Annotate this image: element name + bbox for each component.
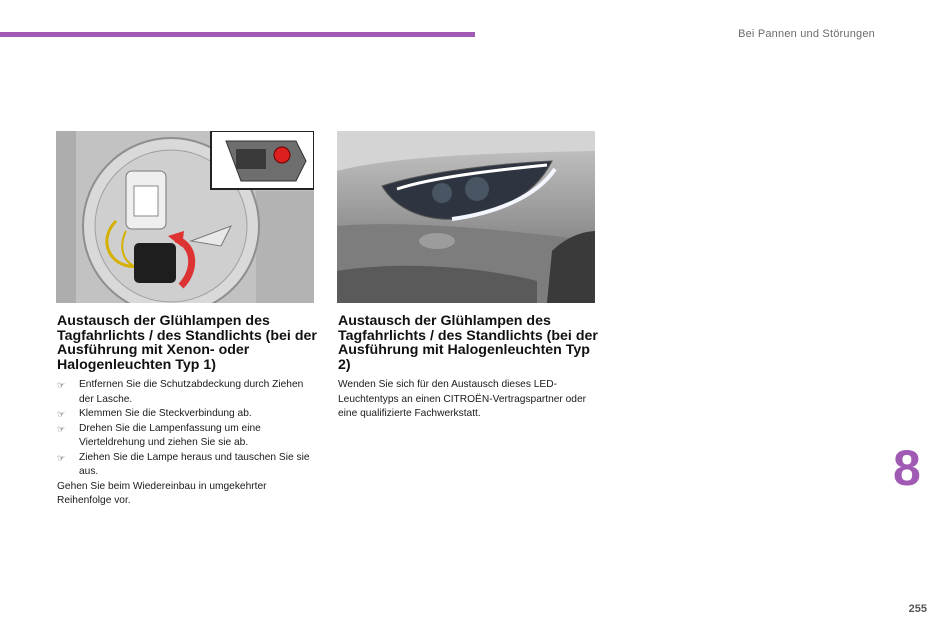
list-item: ☞ Drehen Sie die Lampenfassung um eine Vierteldrehung und ziehen Sie sie ab.: [57, 422, 261, 449]
pointing-hand-icon: ☞: [57, 452, 66, 463]
led-daytime-light-photo: [337, 131, 595, 303]
pointing-hand-icon: ☞: [57, 423, 66, 434]
page-number: 255: [908, 603, 927, 615]
section-title: Bei Pannen und Störungen: [738, 28, 875, 40]
list-item: ☞ Ziehen Sie die Lampe heraus und tauschen Sie sie aus.: [57, 451, 310, 478]
list-item: ☞ Entfernen Sie die Schutzabdeckung durch Ziehen der Lasche.: [57, 379, 304, 405]
step-list: [57, 378, 317, 480]
list-item: ☞ Klemmen Sie die Steckverbindung ab.: [57, 407, 317, 422]
body-text: Wenden Sie sich für den Austausch dieses LED-Leuchtentyps an einen CITROËN-Vertragspartner oder eine qualifizierte Fachwerkstatt.: [338, 379, 587, 420]
section-heading: Austausch der Glühlampen des Tagfahrlichts / des Standlichts (bei der Ausführung mit Halogenleuchten Typ 2): [338, 313, 598, 373]
accent-bar: [0, 32, 475, 37]
column-type1: [57, 314, 317, 509]
pointing-hand-icon: ☞: [57, 409, 66, 420]
headlamp-bulb-holder-illustration: [56, 131, 314, 303]
closing-note: Gehen Sie beim Wiedereinbau in umgekehrter Reihenfolge vor.: [57, 480, 267, 507]
section-heading: Austausch der Glühlampen des Tagfahrlichts / des Standlichts (bei der Ausführung mit Xenon- oder Halogenleuchten Typ 1): [57, 313, 317, 373]
pointing-hand-icon: ☞: [57, 380, 66, 391]
chapter-number: 8: [893, 440, 921, 496]
column-type2: [338, 314, 598, 422]
